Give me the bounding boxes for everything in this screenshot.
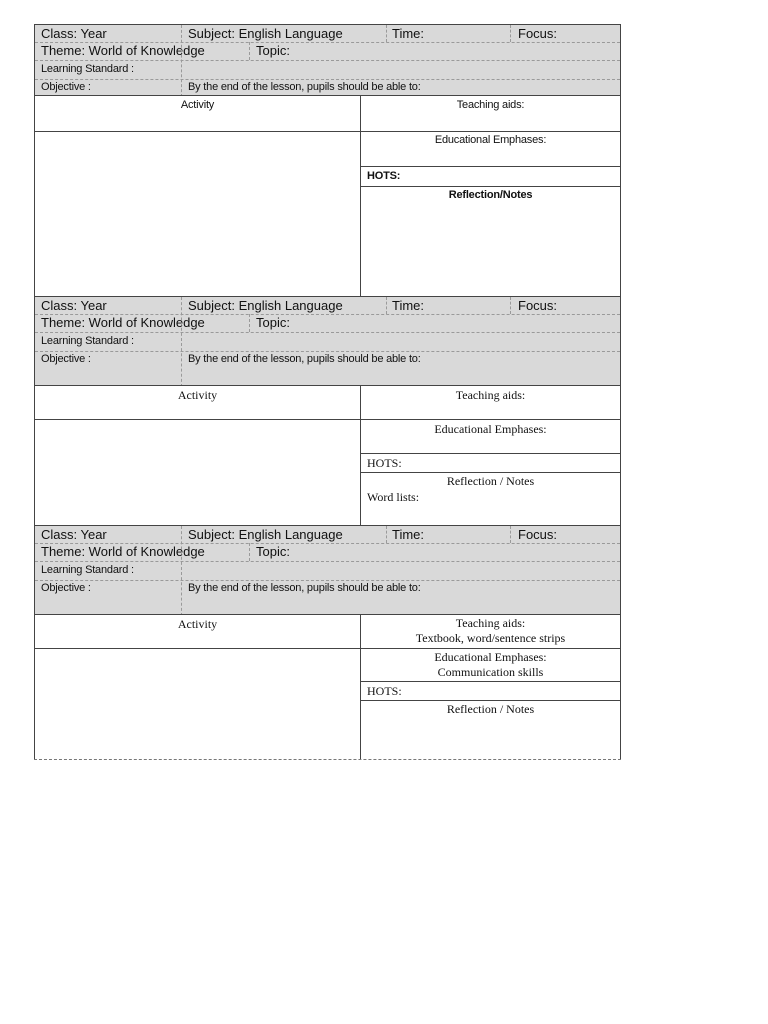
activity-area[interactable] (34, 131, 361, 297)
activity-label: Activity (177, 617, 218, 631)
reflection-label: Reflection / Notes (446, 474, 535, 488)
plan-header (34, 24, 621, 96)
teaching-aids-label: Teaching aids: (455, 616, 526, 630)
objective-label: Objective : (41, 81, 91, 93)
time-label: Time: (392, 298, 425, 313)
activity-header-cell (34, 614, 361, 649)
hots-label: HOTS: (367, 684, 402, 698)
reflection-cell[interactable] (360, 186, 621, 297)
activity-area[interactable] (34, 648, 361, 759)
objective-label: Objective : (41, 353, 91, 365)
word-lists-label: Word lists: (367, 490, 420, 504)
objective-label: Objective : (41, 582, 91, 594)
educational-emphases-cell[interactable] (360, 131, 621, 167)
class-label: Class: Year (41, 527, 107, 542)
educational-emphases-cell[interactable] (360, 419, 621, 454)
objective-text: By the end of the lesson, pupils should be able to: (188, 582, 421, 594)
subject-label: Subject: English Language (188, 26, 343, 41)
theme-label: Theme: World of Knowledge (41, 43, 205, 58)
plan-header (34, 296, 621, 386)
teaching-aids-cell[interactable] (360, 614, 621, 649)
class-label: Class: Year (41, 298, 107, 313)
educational-emphases-value: Communication skills (437, 665, 544, 679)
topic-label: Topic: (256, 544, 290, 559)
activity-label: Activity (180, 99, 215, 111)
subject-label: Subject: English Language (188, 527, 343, 542)
class-label: Class: Year (41, 26, 107, 41)
educational-emphases-label: Educational Emphases: (434, 422, 547, 436)
reflection-cell[interactable] (360, 472, 621, 526)
activity-header-cell (34, 385, 361, 420)
time-label: Time: (392, 26, 425, 41)
hots-label: HOTS: (367, 170, 401, 182)
reflection-cell[interactable] (360, 700, 621, 759)
plan-header (34, 525, 621, 615)
learning-standard-label: Learning Standard : (41, 63, 134, 75)
learning-standard-label: Learning Standard : (41, 335, 134, 347)
educational-emphases-label: Educational Emphases: (434, 134, 547, 146)
educational-emphases-cell[interactable] (360, 648, 621, 682)
theme-label: Theme: World of Knowledge (41, 315, 205, 330)
teaching-aids-label: Teaching aids: (455, 388, 526, 402)
teaching-aids-label: Teaching aids: (456, 99, 525, 111)
activity-area[interactable] (34, 419, 361, 526)
time-label: Time: (392, 527, 425, 542)
teaching-aids-cell[interactable] (360, 95, 621, 132)
activity-header-cell (34, 95, 361, 132)
objective-text: By the end of the lesson, pupils should be able to: (188, 353, 421, 365)
objective-text: By the end of the lesson, pupils should be able to: (188, 81, 421, 93)
subject-label: Subject: English Language (188, 298, 343, 313)
theme-label: Theme: World of Knowledge (41, 544, 205, 559)
activity-label: Activity (177, 388, 218, 402)
hots-label: HOTS: (367, 456, 402, 470)
hots-cell[interactable] (360, 166, 621, 187)
focus-label: Focus: (518, 298, 558, 313)
educational-emphases-label: Educational Emphases: (434, 650, 547, 664)
reflection-label: Reflection / Notes (446, 702, 535, 716)
page-cut-line (34, 759, 621, 760)
focus-label: Focus: (518, 527, 558, 542)
reflection-label: Reflection/Notes (448, 189, 533, 201)
teaching-aids-value: Textbook, word/sentence strips (415, 631, 566, 645)
topic-label: Topic: (256, 315, 290, 330)
teaching-aids-cell[interactable] (360, 385, 621, 420)
focus-label: Focus: (518, 26, 558, 41)
hots-cell[interactable] (360, 453, 621, 473)
topic-label: Topic: (256, 43, 290, 58)
learning-standard-label: Learning Standard : (41, 564, 134, 576)
hots-cell[interactable] (360, 681, 621, 701)
